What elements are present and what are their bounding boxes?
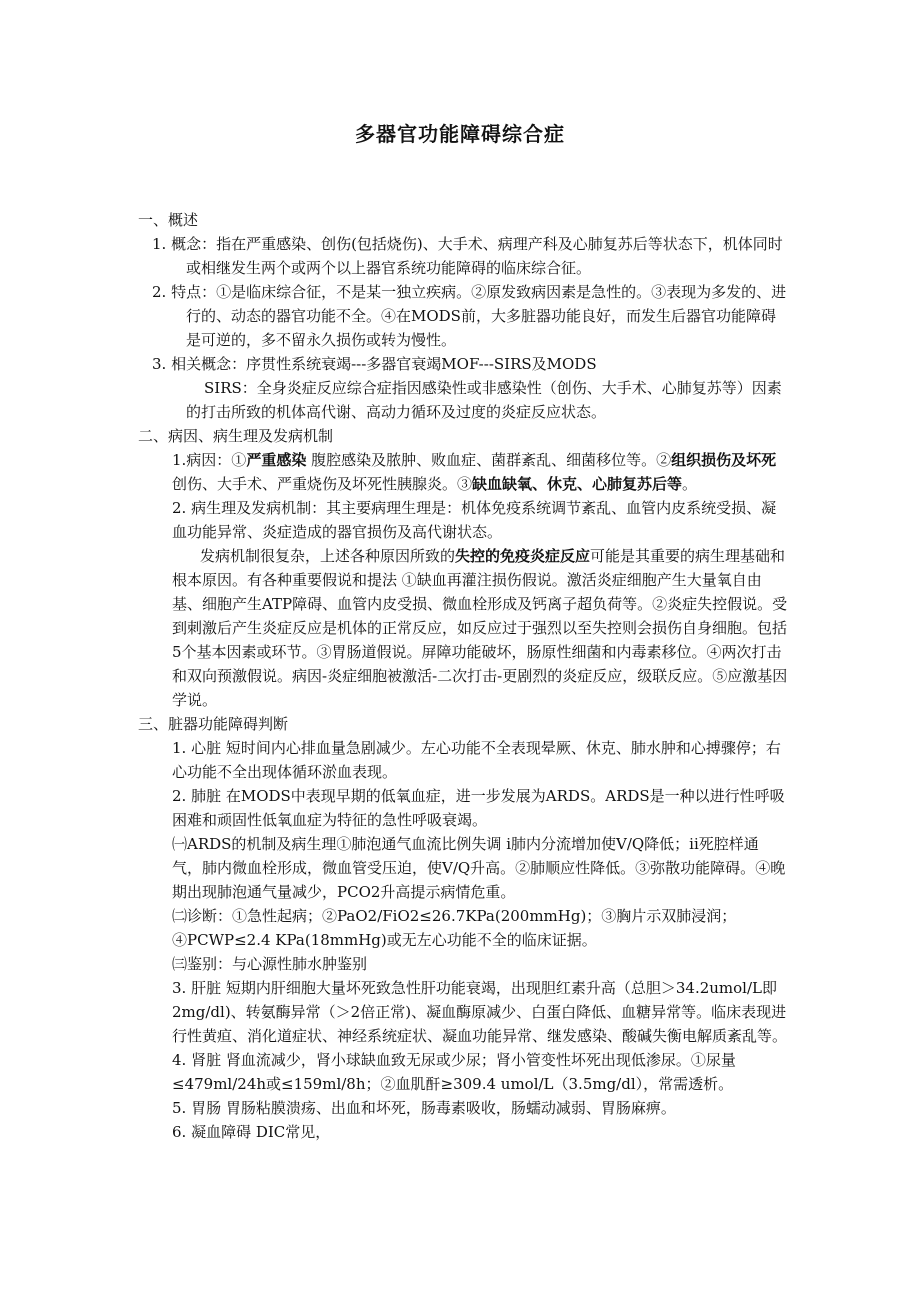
- organ-heart: 1. 心脏 短时间内心排血量急剧减少。左心功能不全表现晕厥、休克、肺水肿和心搏骤停；右心功能不全出现体循环淤血表现。: [172, 739, 781, 781]
- causes-text-3: 创伤、大手术、严重烧伤及坏死性胰腺炎。③: [172, 475, 473, 493]
- causes-text-1: 1.病因：①: [172, 451, 247, 469]
- causes-bold-ischemia: 缺血缺氧、休克、心肺复苏后等: [472, 475, 683, 493]
- organ-gastrointestinal: 5. 胃肠 胃肠粘膜溃疡、出血和坏死，肠毒素吸收，肠蠕动减弱、胃肠麻痹。: [172, 1099, 676, 1117]
- causes-bold-tissue-damage: 组织损伤及坏死: [671, 451, 777, 469]
- lung-ards-diagnosis: ㈡诊断：①急性起病；②PaO2/FiO2≤26.7KPa(200mmHg)；③胸片示双肺浸润；④PCWP≤2.4 KPa(18mmHg)或无左心功能不全的临床证据。: [172, 907, 737, 949]
- organ-kidney: 4. 肾脏 肾血流减少，肾小球缺血致无尿或少尿；肾小管变性坏死出现低渗尿。①尿量≤479ml/24h或≤159ml/8h；②血肌酐≥309.4 umol/L（3.5mg/dl），常需透析。: [172, 1051, 736, 1093]
- document-body: [138, 208, 788, 1144]
- lung-ards-mechanism: ㈠ARDS的机制及病生理①肺泡通气血流比例失调 i肺内分流增加使V/Q降低；ii死腔样通气，肺内微血栓形成，微血管受压迫，使V/Q升高。②肺顺应性降低。③弥散功能障碍。④晚期出现肺泡通气量减少，PCO2升高提示病情危重。: [172, 835, 786, 901]
- lung-ards-differential: ㈢鉴别：与心源性肺水肿鉴别: [172, 955, 368, 973]
- organ-liver: 3. 肝脏 短期内肝细胞大量坏死致急性肝功能衰竭，出现胆红素升高（总胆＞34.2umol/L即2mg/dl)、转氨酶异常（＞2倍正常)、凝血酶原减少、白蛋白降低、血糖异常等。临床表现进行性黄疸、消化道症状、神经系统症状、凝血功能异常、继发感染、酸碱失衡电解质紊乱等。: [172, 979, 788, 1045]
- etiology-mechanism: [138, 544, 788, 712]
- overview-item-related-concepts: 3. 相关概念：序贯性系统衰竭---多器官衰竭MOF---SIRS及MODS: [152, 355, 597, 373]
- mechanism-text-1: 发病机制很复杂，上述各种原因所致的: [200, 547, 456, 565]
- overview-item-concept: 1. 概念：指在严重感染、创伤(包括烧伤)、大手术、病理产科及心肺复苏后等状态下，机体同时或相继发生两个或两个以上器官系统功能障碍的临床综合征。: [152, 235, 783, 277]
- mechanism-bold: 失控的免疫炎症反应: [455, 547, 591, 565]
- section-heading-overview: 一、概述: [138, 211, 199, 229]
- mechanism-text-2: 可能是其重要的病生理基础和根本原因。有各种重要假说和提法 ①缺血再灌注损伤假说。激活炎症细胞产生大量氧自由基、细胞产生ATP障碍、血管内皮受损、微血栓形成及钙离子超负荷等。②炎症失控假说。受到刺激后产生炎症反应是机体的正常反应，如反应过于强烈以至失控则会损伤自身细胞。包括5个基本因素或环节。③胃肠道假说。屏障功能破坏，肠原性细菌和内毒素移位。④两次打击和双向预激假说。病因-炎症细胞被激活-二次打击-更剧烈的炎症反应，级联反应。⑤应激基因学说。: [172, 547, 788, 709]
- section-heading-etiology: 二、病因、病生理及发病机制: [138, 427, 334, 445]
- overview-item-sirs: SIRS：全身炎症反应综合症指因感染性或非感染性（创伤、大手术、心肺复苏等）因素的打击所致的机体高代谢、高动力循环及过度的炎症反应状态。: [186, 379, 782, 421]
- organ-coagulation: 6. 凝血障碍 DIC常见，: [172, 1123, 331, 1141]
- organ-lung: 2. 肺脏 在MODS中表现早期的低氧血症，进一步发展为ARDS。ARDS是一种以进行性呼吸困难和顽固性低氧血症为特征的急性呼吸衰竭。: [172, 787, 785, 829]
- document-title: 多器官功能障碍综合症: [355, 122, 565, 146]
- causes-bold-infection: 严重感染: [246, 451, 307, 469]
- overview-item-features: 2. 特点：①是临床综合征，不是某一独立疾病。②原发致病因素是急性的。③表现为多发的、进行的、动态的器官功能不全。④在MODS前，大多脏器功能良好，而发生后器官功能障碍是可逆的，多不留永久损伤或转为慢性。: [152, 283, 787, 349]
- etiology-pathophysiology: 2. 病生理及发病机制：其主要病理生理是：机体免疫系统调节紊乱、血管内皮系统受损、凝血功能异常、炎症造成的器官损伤及高代谢状态。: [172, 499, 777, 541]
- etiology-causes: [138, 448, 788, 496]
- causes-text-2: 腹腔感染及脓肿、败血症、菌群紊乱、细菌移位等。②: [306, 451, 672, 469]
- causes-text-4: 。: [682, 475, 698, 493]
- section-heading-organ-dysfunction: 三、脏器功能障碍判断: [138, 715, 289, 733]
